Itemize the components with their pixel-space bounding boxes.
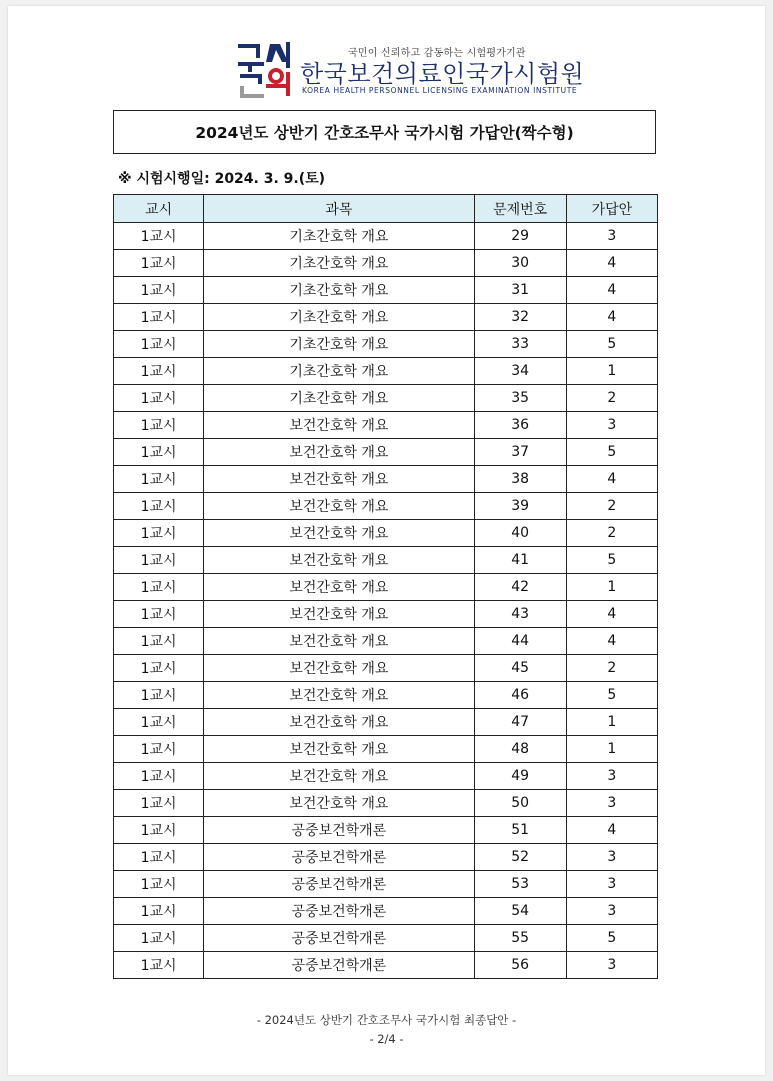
document-title	[113, 110, 656, 154]
header-provisional-answer: 가답안	[566, 195, 657, 223]
cell-answer: 3	[566, 790, 657, 817]
cell-answer: 1	[566, 709, 657, 736]
table-row	[114, 709, 658, 736]
table-row	[114, 655, 658, 682]
cell-subject: 공중보건학개론	[204, 871, 474, 898]
cell-subject: 보건간호학 개요	[204, 628, 474, 655]
table-header-row	[114, 195, 658, 223]
cell-period: 1교시	[114, 466, 204, 493]
cell-answer: 2	[566, 493, 657, 520]
cell-question-number: 35	[474, 385, 566, 412]
exam-date: ※ 시험시행일: 2024. 3. 9.(토)	[118, 171, 326, 187]
cell-question-number: 53	[474, 871, 566, 898]
table-row	[114, 412, 658, 439]
institute-tagline: 국민이 신뢰하고 감동하는 시험평가기관	[348, 48, 526, 59]
cell-subject: 보건간호학 개요	[204, 763, 474, 790]
table-row	[114, 277, 658, 304]
institute-name-english: KOREA HEALTH PERSONNEL LICENSING EXAMINATION INSTITUTE	[302, 86, 578, 95]
cell-period: 1교시	[114, 277, 204, 304]
cell-period: 1교시	[114, 358, 204, 385]
cell-subject: 기초간호학 개요	[204, 250, 474, 277]
cell-period: 1교시	[114, 925, 204, 952]
cell-subject: 기초간호학 개요	[204, 385, 474, 412]
cell-period: 1교시	[114, 439, 204, 466]
cell-answer: 4	[566, 628, 657, 655]
cell-answer: 3	[566, 952, 657, 979]
cell-period: 1교시	[114, 763, 204, 790]
table-row	[114, 736, 658, 763]
cell-question-number: 41	[474, 547, 566, 574]
header-question-number: 문제번호	[474, 195, 566, 223]
cell-question-number: 37	[474, 439, 566, 466]
cell-answer: 2	[566, 385, 657, 412]
table-row	[114, 790, 658, 817]
cell-question-number: 49	[474, 763, 566, 790]
table-row	[114, 304, 658, 331]
table-row	[114, 358, 658, 385]
cell-answer: 3	[566, 412, 657, 439]
document-page	[8, 6, 765, 1075]
cell-answer: 1	[566, 736, 657, 763]
cell-subject: 공중보건학개론	[204, 817, 474, 844]
cell-period: 1교시	[114, 412, 204, 439]
cell-subject: 보건간호학 개요	[204, 439, 474, 466]
cell-period: 1교시	[114, 709, 204, 736]
table-row	[114, 925, 658, 952]
cell-answer: 3	[566, 898, 657, 925]
cell-answer: 5	[566, 331, 657, 358]
cell-subject: 보건간호학 개요	[204, 574, 474, 601]
cell-question-number: 44	[474, 628, 566, 655]
footer-page-number: - 2/4 -	[369, 1032, 404, 1046]
cell-answer: 2	[566, 520, 657, 547]
cell-question-number: 50	[474, 790, 566, 817]
cell-period: 1교시	[114, 331, 204, 358]
cell-subject: 보건간호학 개요	[204, 655, 474, 682]
cell-period: 1교시	[114, 547, 204, 574]
table-row	[114, 466, 658, 493]
table-row	[114, 439, 658, 466]
table-row	[114, 574, 658, 601]
kuksiwon-logo-icon	[236, 40, 294, 100]
table-row	[114, 628, 658, 655]
cell-subject: 보건간호학 개요	[204, 736, 474, 763]
cell-subject: 보건간호학 개요	[204, 547, 474, 574]
cell-period: 1교시	[114, 250, 204, 277]
cell-question-number: 46	[474, 682, 566, 709]
table-row	[114, 223, 658, 250]
table-row	[114, 547, 658, 574]
institute-logo	[236, 40, 585, 102]
cell-question-number: 52	[474, 844, 566, 871]
cell-question-number: 33	[474, 331, 566, 358]
cell-question-number: 32	[474, 304, 566, 331]
cell-answer: 3	[566, 871, 657, 898]
cell-answer: 5	[566, 439, 657, 466]
table-row	[114, 952, 658, 979]
cell-question-number: 48	[474, 736, 566, 763]
table-row	[114, 844, 658, 871]
cell-subject: 기초간호학 개요	[204, 331, 474, 358]
cell-subject: 공중보건학개론	[204, 952, 474, 979]
cell-period: 1교시	[114, 628, 204, 655]
header-subject: 과목	[204, 195, 474, 223]
cell-answer: 4	[566, 601, 657, 628]
cell-period: 1교시	[114, 871, 204, 898]
cell-question-number: 36	[474, 412, 566, 439]
cell-period: 1교시	[114, 304, 204, 331]
cell-question-number: 43	[474, 601, 566, 628]
cell-subject: 보건간호학 개요	[204, 601, 474, 628]
table-row	[114, 385, 658, 412]
cell-question-number: 38	[474, 466, 566, 493]
institute-name: 한국보건의료인국가시험원	[300, 60, 585, 88]
cell-question-number: 29	[474, 223, 566, 250]
table-row	[114, 817, 658, 844]
cell-subject: 보건간호학 개요	[204, 466, 474, 493]
cell-subject: 보건간호학 개요	[204, 790, 474, 817]
table-row	[114, 898, 658, 925]
cell-period: 1교시	[114, 736, 204, 763]
cell-period: 1교시	[114, 682, 204, 709]
cell-answer: 4	[566, 277, 657, 304]
cell-answer: 4	[566, 304, 657, 331]
cell-answer: 5	[566, 547, 657, 574]
cell-question-number: 34	[474, 358, 566, 385]
table-row	[114, 331, 658, 358]
cell-period: 1교시	[114, 574, 204, 601]
cell-answer: 4	[566, 466, 657, 493]
cell-subject: 보건간호학 개요	[204, 493, 474, 520]
cell-question-number: 31	[474, 277, 566, 304]
cell-subject: 공중보건학개론	[204, 925, 474, 952]
cell-period: 1교시	[114, 898, 204, 925]
footer-document-name: - 2024년도 상반기 간호조무사 국가시험 최종답안 -	[256, 1013, 517, 1027]
cell-subject: 공중보건학개론	[204, 898, 474, 925]
table-row	[114, 520, 658, 547]
cell-answer: 1	[566, 574, 657, 601]
cell-period: 1교시	[114, 790, 204, 817]
answer-table	[113, 194, 658, 979]
cell-period: 1교시	[114, 493, 204, 520]
cell-question-number: 56	[474, 952, 566, 979]
cell-answer: 2	[566, 655, 657, 682]
cell-question-number: 42	[474, 574, 566, 601]
cell-answer: 4	[566, 817, 657, 844]
cell-period: 1교시	[114, 223, 204, 250]
cell-subject: 보건간호학 개요	[204, 682, 474, 709]
cell-question-number: 47	[474, 709, 566, 736]
cell-period: 1교시	[114, 952, 204, 979]
cell-answer: 5	[566, 682, 657, 709]
cell-answer: 3	[566, 763, 657, 790]
document-title-text: 2024년도 상반기 간호조무사 국가시험 가답안(짝수형)	[195, 124, 574, 142]
cell-period: 1교시	[114, 655, 204, 682]
cell-subject: 기초간호학 개요	[204, 277, 474, 304]
cell-period: 1교시	[114, 520, 204, 547]
cell-question-number: 54	[474, 898, 566, 925]
cell-question-number: 39	[474, 493, 566, 520]
cell-period: 1교시	[114, 844, 204, 871]
table-row	[114, 601, 658, 628]
cell-subject: 기초간호학 개요	[204, 304, 474, 331]
cell-question-number: 55	[474, 925, 566, 952]
table-row	[114, 871, 658, 898]
cell-answer: 4	[566, 250, 657, 277]
cell-question-number: 51	[474, 817, 566, 844]
header-period: 교시	[114, 195, 204, 223]
cell-answer: 5	[566, 925, 657, 952]
cell-question-number: 45	[474, 655, 566, 682]
cell-question-number: 30	[474, 250, 566, 277]
cell-subject: 공중보건학개론	[204, 844, 474, 871]
table-row	[114, 250, 658, 277]
cell-answer: 3	[566, 844, 657, 871]
cell-subject: 기초간호학 개요	[204, 358, 474, 385]
table-row	[114, 763, 658, 790]
cell-subject: 기초간호학 개요	[204, 223, 474, 250]
cell-answer: 3	[566, 223, 657, 250]
cell-subject: 보건간호학 개요	[204, 709, 474, 736]
cell-subject: 보건간호학 개요	[204, 412, 474, 439]
cell-period: 1교시	[114, 601, 204, 628]
cell-period: 1교시	[114, 817, 204, 844]
cell-answer: 1	[566, 358, 657, 385]
table-row	[114, 493, 658, 520]
cell-period: 1교시	[114, 385, 204, 412]
cell-question-number: 40	[474, 520, 566, 547]
table-row	[114, 682, 658, 709]
cell-subject: 보건간호학 개요	[204, 520, 474, 547]
